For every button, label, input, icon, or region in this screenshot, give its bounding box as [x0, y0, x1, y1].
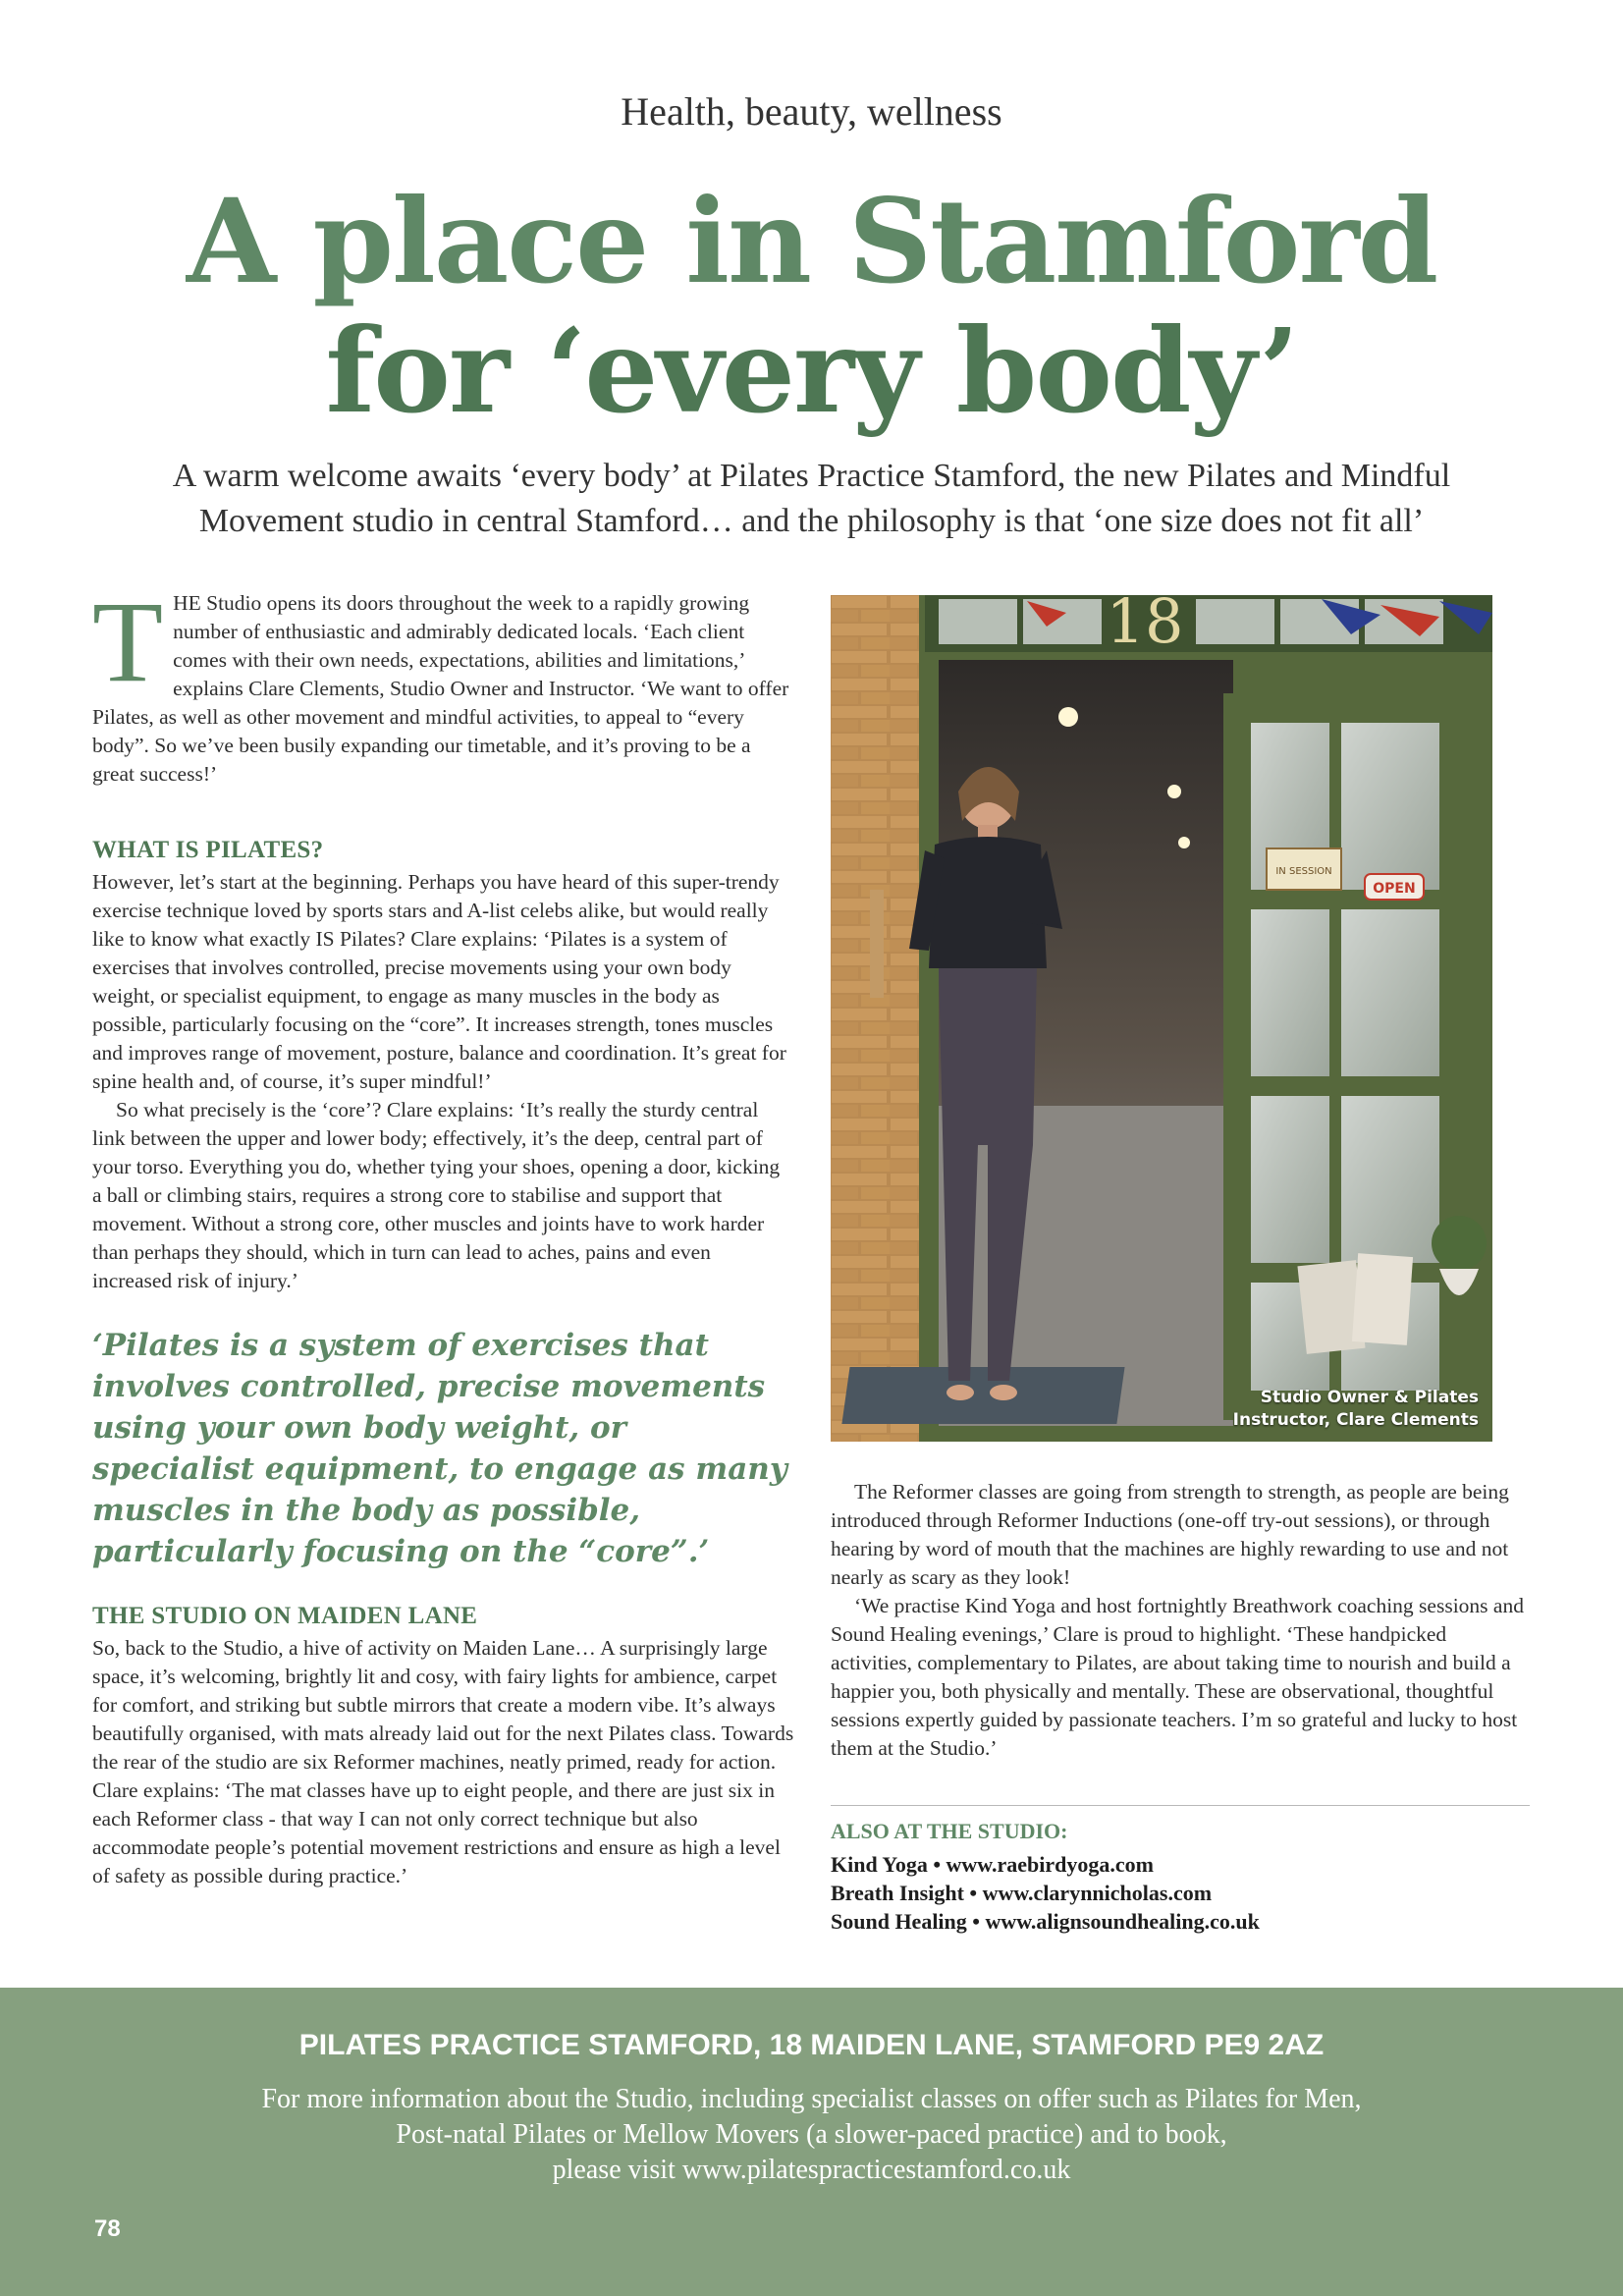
body-paragraph: So, back to the Studio, a hive of activity on Maiden Lane… A surprisingly large space, it’s welcoming, brightly lit and cosy, with fairy lights for ambience, carpet for comfort, and striking but subtle mirrors that create a modern vibe. It’s always beautifully organised, with mats already laid out for the next Pilates class. Towards the rear of the studio are six Reformer machines, neatly primed, ready for action. Clare explains: ‘The mat classes have up to eight people, and there are just six in each Reformer class - that way I can not only correct technique but also accommodate people’s potential movement restrictions and ensure as high a level of safety as possible during practice.’	[92, 1636, 794, 1887]
footer-info	[147, 2082, 1476, 2188]
heading-studio-on-maiden-lane: THE STUDIO ON MAIDEN LANE	[92, 1603, 478, 1629]
standfirst	[118, 454, 1505, 544]
listing-kind-yoga: Kind Yoga • www.raebirdyoga.com	[831, 1852, 1154, 1877]
caption-line-2: Instructor, Clare Clements	[1232, 1410, 1479, 1430]
standfirst-line-1: A warm welcome awaits ‘every body’ at Pilates Practice Stamford, the new Pilates and Mindful	[172, 458, 1451, 494]
heading-what-is-pilates: WHAT IS PILATES?	[92, 837, 324, 863]
footer-line-3: please visit www.pilatespracticestamford.co.uk	[552, 2155, 1071, 2185]
right-column	[831, 1478, 1530, 1763]
photo-caption	[1233, 1387, 1479, 1432]
headline-line-1: A place in Stamford	[186, 173, 1437, 309]
also-at-studio-heading: ALSO AT THE STUDIO:	[831, 1819, 1068, 1843]
section-kicker: Health, beauty, wellness	[621, 89, 1002, 134]
listing-breath-insight: Breath Insight • www.clarynnicholas.com	[831, 1881, 1213, 1905]
also-at-studio-box	[831, 1819, 1530, 1936]
pull-quote: ‘Pilates is a system of exercises that involves controlled, precise movements using your own body weight, or specialist equipment, to engage as many muscles in the body as possible, particularly focusing on the “core”.’	[92, 1328, 787, 1569]
divider	[831, 1805, 1530, 1806]
footer-address: PILATES PRACTICE STAMFORD, 18 MAIDEN LANE, STAMFORD PE9 2AZ	[298, 2029, 1325, 2061]
headline-line-2: for ‘every body’	[325, 302, 1298, 439]
body-paragraph: ‘We practise Kind Yoga and host fortnightly Breathwork coaching sessions and Sound Healing evenings,’ Clare is proud to highlight. ‘These handpicked activities, complementary to Pilates, are about taking time to nourish and build a happier you, both physically and mentally. These are observational, thoughtful sessions expertly guided by passionate teachers. I’m so grateful and lucky to host them at the Studio.’	[831, 1594, 1524, 1760]
open-sign: OPEN	[1373, 881, 1416, 897]
standfirst-line-2: Movement studio in central Stamford… and the philosophy is that ‘one size does not fit all’	[198, 503, 1425, 539]
studio-photo	[831, 595, 1492, 1442]
body-paragraph: The Reformer classes are going from strength to strength, as people are being introduced through Reformer Inductions (one-off try-out sessions), or through hearing by word of mouth that the machines are highly rewarding to use and not nearly as scary as they look!	[831, 1480, 1509, 1589]
footer-line-1: For more information about the Studio, including specialist classes on offer such as Pilates for Men,	[261, 2084, 1362, 2114]
drop-cap: T	[92, 577, 164, 706]
listing-sound-healing: Sound Healing • www.alignsoundhealing.co.uk	[831, 1909, 1260, 1934]
page-number: 78	[94, 2215, 121, 2242]
article-headline	[0, 173, 1623, 439]
studio-photo-illustration	[831, 595, 1492, 1442]
intro-text: HE Studio opens its doors throughout the week to a rapidly growing number of enthusiastic and admirably dedicated locals. ‘Each client comes with their own needs, expectations, abilities and limitations,’ explains Clare Clements, Studio Owner and Instructor. ‘We want to offer Pilates, as well as other movement and mindful activities, to appeal to “every body”. So we’ve been busily expanding our timetable, and it’s proving to be a great success!’	[92, 591, 789, 786]
caption-line-1: Studio Owner & Pilates	[1260, 1388, 1479, 1407]
footer-line-2: Post-natal Pilates or Mellow Movers (a slower-paced practice) and to book,	[396, 2119, 1227, 2150]
body-paragraph: So what precisely is the ‘core’? Clare explains: ‘It’s really the sturdy central link between the upper and lower body; effectively, it’s the deep, central part of your torso. Everything you do, whether tying your shoes, opening a door, kicking a ball or climbing stairs, requires a strong core to stabilise and support that movement. Without a strong core, other muscles and joints have to work harder than perhaps they should, which in turn can lead to aches, pains and even increased risk of injury.’	[92, 1098, 781, 1292]
door-number: 18	[1106, 595, 1184, 657]
in-session-sign: IN SESSION	[1275, 866, 1332, 877]
body-paragraph: However, let’s start at the beginning. Perhaps you have heard of this super-trendy exercise technique loved by sports stars and A-list celebs alike, but would really like to know what exactly IS Pilates? Clare explains: ‘Pilates is a system of exercises that involves controlled, precise movements using your own body weight, or specialist equipment, to engage as many muscles in the body as possible, particularly focusing on the “core”. It increases strength, tones muscles and improves range of movement, posture, balance and coordination. It’s great for spine health and, of course, it’s super mindful!’	[92, 870, 786, 1093]
intro-paragraph	[92, 577, 794, 789]
left-column	[92, 577, 794, 1890]
